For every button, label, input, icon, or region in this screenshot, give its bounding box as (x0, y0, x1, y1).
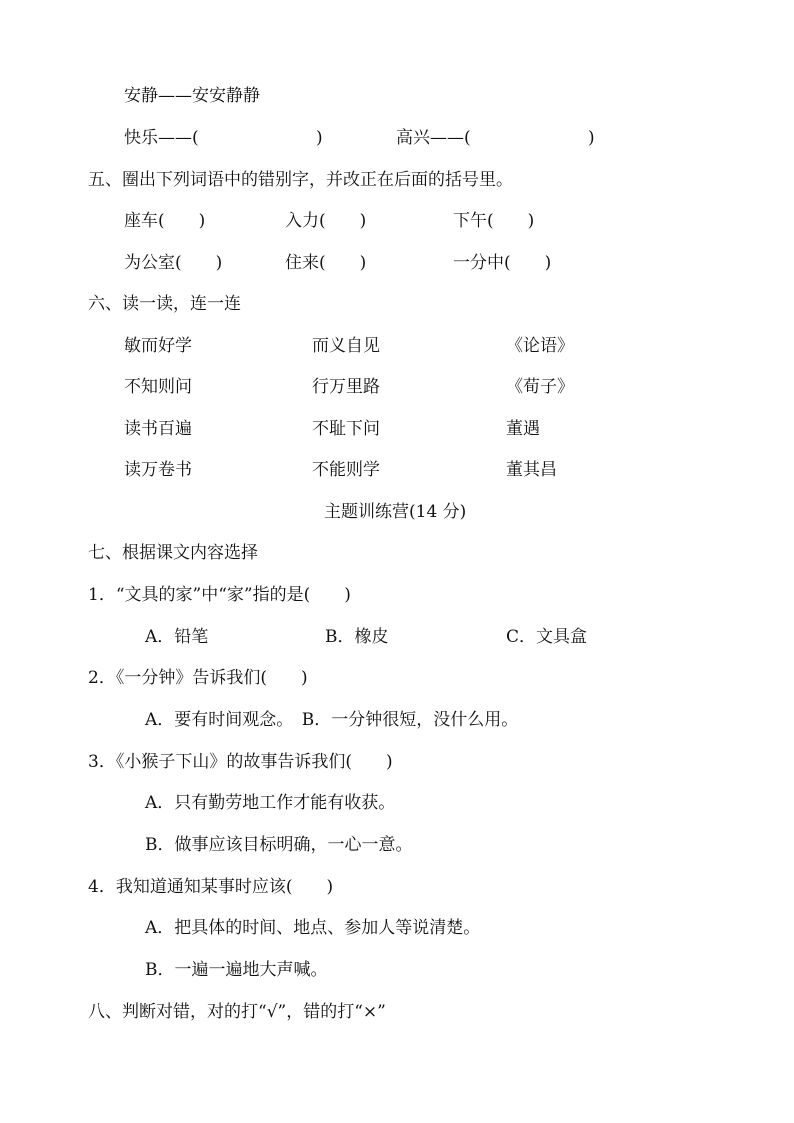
q2-options: A．要有时间观念。 B．一分钟很短，没什么用。 (145, 710, 519, 730)
q3-option-a: A．只有勤劳地工作才能有收获。 (145, 793, 396, 813)
match-middle-item: 行万里路 (312, 377, 380, 397)
section-5-title: 五、圈出下列词语中的错别字，并改正在后面的括号里。 (88, 170, 513, 190)
example-word-pair: 安静——安安静静 (124, 86, 260, 106)
section-8-title: 八、判断对错，对的打“√”，错的打“×” (88, 1002, 386, 1022)
fill-item-kuaile: 快乐——( (124, 128, 199, 148)
q1-option-b: B．橡皮 (325, 627, 389, 647)
typo-item: 下午( ) (453, 211, 535, 231)
q3-option-b: B．做事应该目标明确，一心一意。 (145, 835, 413, 855)
question-1: 1．“文具的家”中“家”指的是( ) (88, 585, 351, 605)
q4-option-a: A．把具体的时间、地点、参加人等说清楚。 (145, 918, 481, 938)
q1-option-a: A．铅笔 (145, 627, 209, 647)
match-right-item: 《论语》 (506, 336, 574, 356)
q4-option-b: B．一遍一遍地大声喊。 (145, 960, 328, 980)
question-2: 2．《一分钟》告诉我们( ) (88, 668, 308, 688)
typo-item: 入力( ) (285, 211, 367, 231)
match-left-item: 读书百遍 (124, 419, 192, 439)
match-middle-item: 不耻下问 (312, 419, 380, 439)
typo-item: 一分中( ) (453, 253, 552, 273)
typo-item: 为公室( ) (124, 253, 223, 273)
section-6-title: 六、读一读，连一连 (88, 294, 241, 314)
typo-item: 住来( ) (285, 253, 367, 273)
match-right-item: 董遇 (506, 419, 540, 439)
match-middle-item: 而义自见 (312, 336, 380, 356)
fill-item-kuaile-close: ) (316, 128, 323, 148)
question-4: 4．我知道通知某事时应该( ) (88, 877, 334, 897)
match-middle-item: 不能则学 (312, 460, 380, 480)
section-7-title: 七、根据课文内容选择 (88, 543, 258, 563)
q1-option-c: C．文具盒 (506, 627, 588, 647)
match-right-item: 《荀子》 (506, 377, 574, 397)
theme-section-heading: 主题训练营(14 分) (324, 502, 467, 522)
typo-item: 座车( ) (124, 211, 206, 231)
match-left-item: 不知则问 (124, 377, 192, 397)
match-right-item: 董其昌 (506, 460, 557, 480)
match-left-item: 敏而好学 (124, 336, 192, 356)
match-left-item: 读万卷书 (124, 460, 192, 480)
fill-item-gaoxing: 高兴——( (396, 128, 471, 148)
fill-item-gaoxing-close: ) (588, 128, 595, 148)
question-3: 3．《小猴子下山》的故事告诉我们( ) (88, 752, 393, 772)
